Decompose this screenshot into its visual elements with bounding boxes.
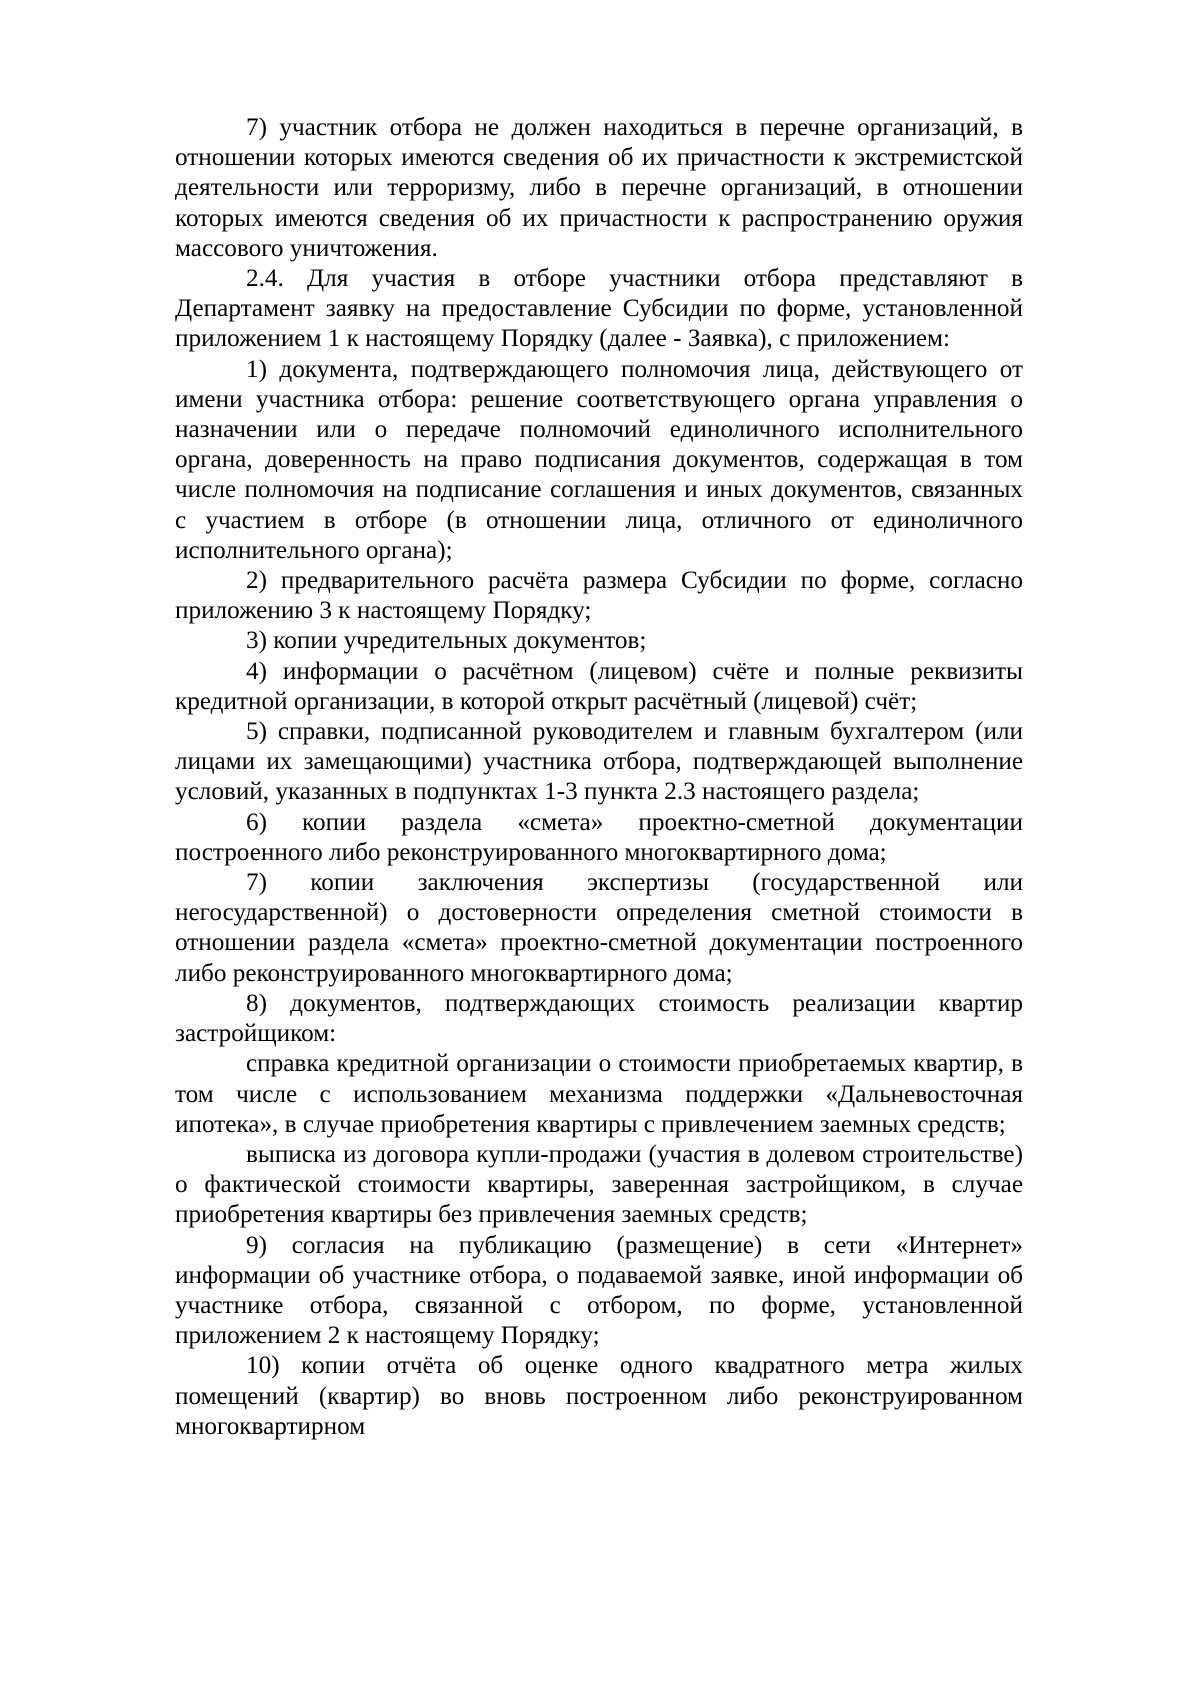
paragraph-item-6-estimate-copy: 6) копии раздела «смета» проектно-сметной документации построенного либо реконструированного многоквартирного дома;: [175, 808, 1023, 866]
paragraph-item-1-authority-document: 1) документа, подтверждающего полномочия лица, действующего от имени участника отбора: решение соответствующего органа управления о назначении или о передаче полномочий единоличного исполнительного органа, доверенность на право подписания документов, содержащая в том числе полномочия на подписание соглашения и иных документов, связанных с участием в отборе (в отношении лица, отличного от единоличного исполнительного органа);: [175, 355, 1023, 564]
paragraph-item-3-founding-documents: 3) копии учредительных документов;: [246, 627, 647, 655]
paragraph-item-8-cost-documents: 8) документов, подтверждающих стоимость реализации квартир застройщиком:: [175, 989, 1023, 1048]
document-page: [175, 113, 1023, 1442]
paragraph-item-7-expertise-conclusion: 7) копии заключения экспертизы (государственной или негосударственной) о достоверности определения сметной стоимости в отношении раздела «смета» проектно-сметной документации построенного либо реконструированного многоквартирного дома;: [175, 869, 1023, 987]
paragraph-2-4-application: 2.4. Для участия в отборе участники отбора представляют в Департамент заявку на предоставление Субсидии по форме, установленной приложением 1 к настоящему Порядку (далее - Заявка), с приложением:: [175, 265, 1023, 353]
paragraph-item-5-certificate: 5) справки, подписанной руководителем и главным бухгалтером (или лицами их замещающими) участника отбора, подтверждающей выполнение условий, указанных в подпунктах 1-3 пункта 2.3 настоящего раздела;: [175, 718, 1023, 806]
paragraph-item-2-preliminary-calculation: 2) предварительного расчёта размера Субсидии по форме, согласно приложению 3 к настоящему Порядку;: [175, 567, 1023, 625]
paragraph-item-7-participant-not-in-lists: 7) участник отбора не должен находиться в перечне организаций, в отношении которых имеются сведения об их причастности к экстремистской деятельности или терроризму, либо в перечне организаций, в отношении которых имеются сведения об их причастности к распространению оружия массового уничтожения.: [175, 114, 1023, 262]
paragraph-item-10-valuation-report: 10) копии отчёта об оценке одного квадратного метра жилых помещений (квартир) во вновь построенном либо реконструированном многоквартирном: [175, 1352, 1023, 1440]
paragraph-bank-certificate: справка кредитной организации о стоимости приобретаемых квартир, в том числе с использованием механизма поддержки «Дальневосточная ипотека», в случае приобретения квартиры с привлечением заемных средств;: [175, 1050, 1023, 1138]
paragraph-item-9-publication-consent: 9) согласия на публикацию (размещение) в сети «Интернет» информации об участнике отбора, о подаваемой заявке, иной информации об участнике отбора, связанной с отбором, по форме, установленной приложением 2 к настоящему Порядку;: [175, 1231, 1023, 1350]
paragraph-item-4-account-information: 4) информации о расчётном (лицевом) счёте и полные реквизиты кредитной организации, в которой открыт расчётный (лицевой) счёт;: [175, 657, 1023, 715]
paragraph-contract-extract: выписка из договора купли-продажи (участия в долевом строительстве) о фактической стоимости квартиры, заверенная застройщиком, в случае приобретения квартиры без привлечения заемных средств;: [175, 1140, 1023, 1229]
